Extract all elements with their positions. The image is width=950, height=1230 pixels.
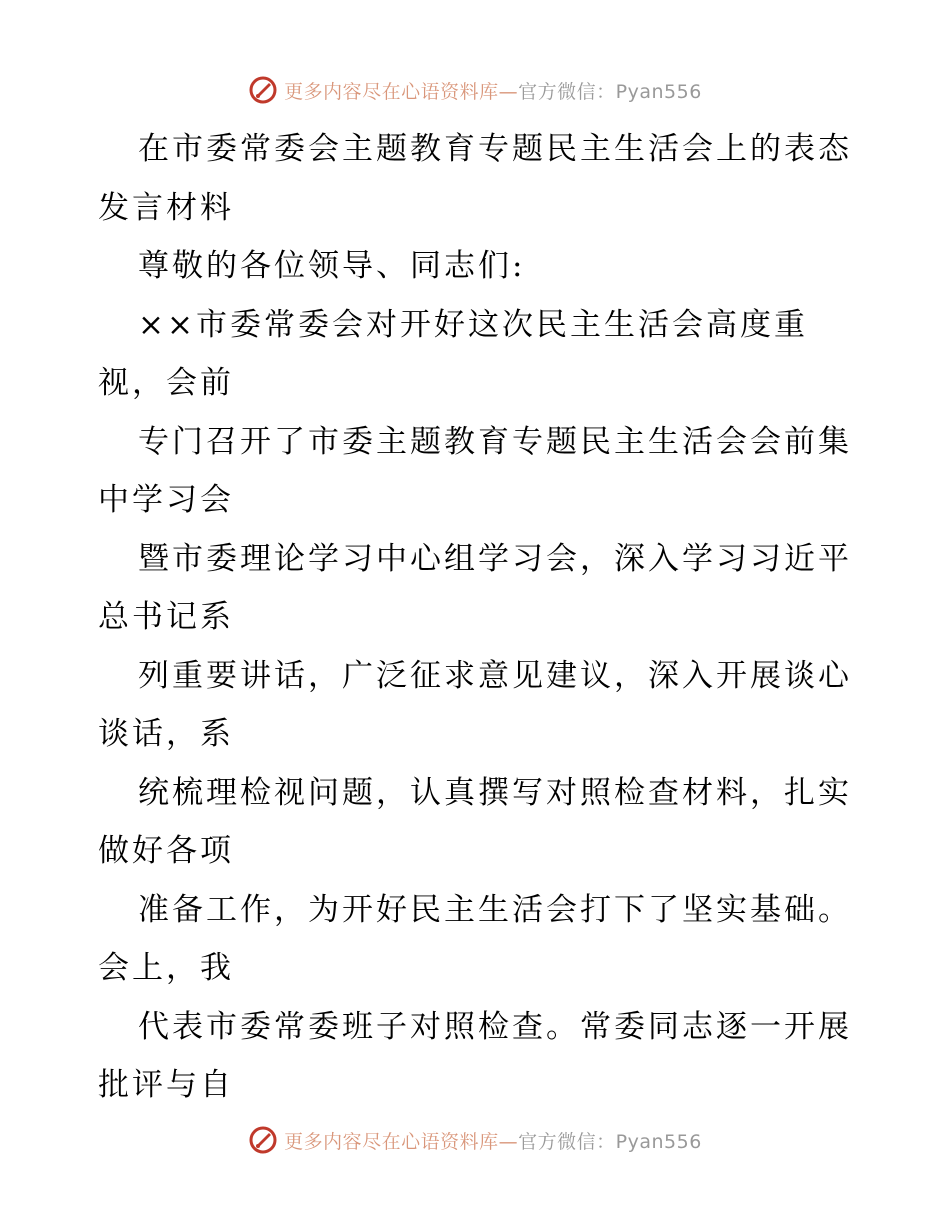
paragraph-line: 准备工作，为开好民主生活会打下了坚实基础。 (138, 891, 852, 928)
paragraph-line: 暨市委理论学习中心组学习会，深入学习习近平 (138, 540, 852, 577)
header-banner (0, 72, 950, 108)
paragraph-line: 在市委常委会主题教育专题民主生活会上的表态 (138, 131, 852, 167)
paragraph-line: 专门召开了市委主题教育专题民主生活会会前集 (138, 423, 852, 460)
paragraph-line: 批评与自 (98, 1067, 234, 1103)
header-banner-text: 更多内容尽在心语资料库—官方微信：Pyan556 (284, 80, 702, 103)
footer-banner (0, 1122, 950, 1158)
paragraph-line: 发言材料 (98, 189, 234, 226)
logo-icon (248, 1125, 278, 1155)
paragraph-line: 代表市委常委班子对照检查。常委同志逐一开展 (138, 1008, 852, 1045)
paragraph-line: ××市委常委会对开好这次民主生活会高度重 (138, 306, 808, 343)
paragraph-line: 总书记系 (98, 599, 234, 635)
paragraph-line: 中学习会 (98, 482, 234, 518)
paragraph-line: 列重要讲话，广泛征求意见建议，深入开展谈心 (138, 657, 852, 694)
paragraph-line: 做好各项 (98, 833, 234, 869)
paragraph-line: 统梳理检视问题，认真撰写对照检查材料，扎实 (138, 774, 852, 811)
document-body (98, 120, 858, 1115)
paragraph-line: 尊敬的各位领导、同志们: (138, 248, 526, 284)
paragraph-line: 谈话，系 (98, 716, 234, 752)
paragraph-line: 会上，我 (98, 950, 234, 986)
paragraph-line: 视，会前 (98, 365, 234, 401)
footer-banner-text: 更多内容尽在心语资料库—官方微信：Pyan556 (284, 1130, 702, 1153)
logo-icon (248, 75, 278, 105)
